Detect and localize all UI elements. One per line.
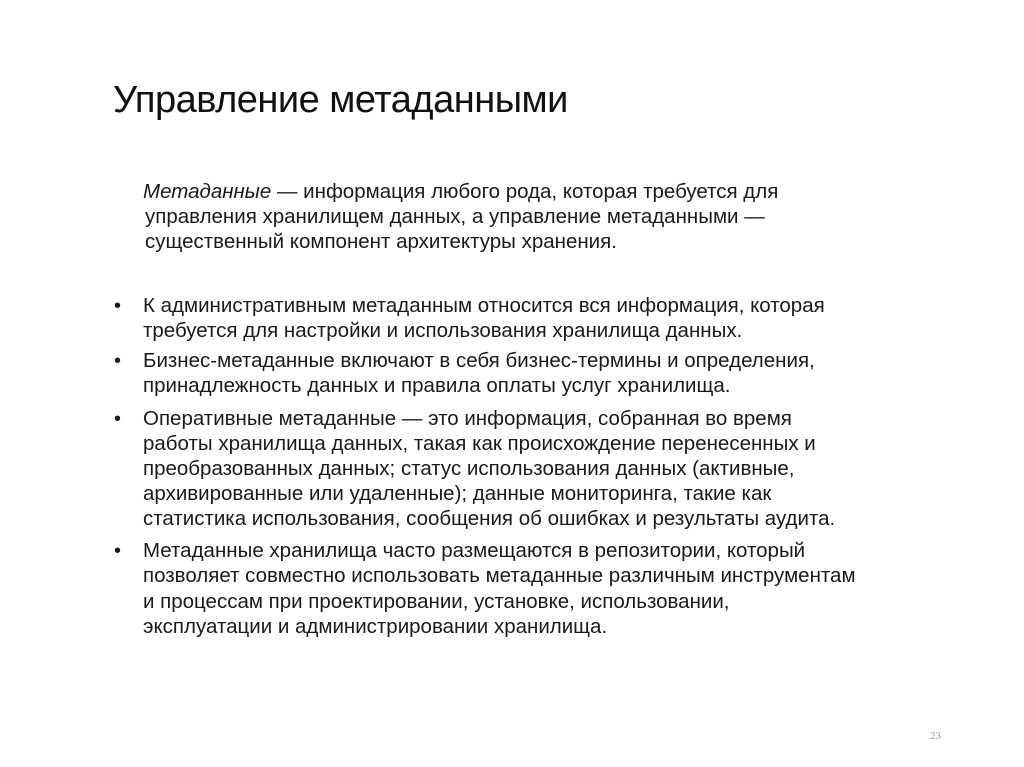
bullet-icon: • <box>114 350 122 372</box>
bullet-line: эксплуатации и администрировании хранилища. <box>143 615 608 638</box>
intro-line <box>143 180 778 204</box>
intro-term: Метаданные <box>143 180 272 203</box>
bullet-line: Бизнес-метаданные включают в себя бизнес-термины и определения, <box>143 349 815 372</box>
bullet-line: и процессам при проектировании, установке, использовании, <box>143 590 730 613</box>
bullet-icon: • <box>114 295 122 317</box>
bullet-line: принадлежность данных и правила оплаты услуг хранилища. <box>143 374 731 397</box>
page-number: 23 <box>930 730 941 742</box>
bullet-line: позволяет совместно использовать метаданные различным инструментам <box>143 564 856 587</box>
bullet-line: К административным метаданным относится вся информация, которая <box>143 294 825 317</box>
slide-title: Управление метаданными <box>113 79 568 121</box>
bullet-icon: • <box>114 540 122 562</box>
bullet-icon: • <box>114 408 122 430</box>
bullet-line: требуется для настройки и использования хранилища данных. <box>143 319 743 342</box>
bullet-line: статистика использования, сообщения об ошибках и результаты аудита. <box>143 507 836 530</box>
intro-text: — информация любого рода, которая требуется для <box>271 180 779 203</box>
bullet-line: архивированные или удаленные); данные мониторинга, такие как <box>143 482 772 505</box>
bullet-line: работы хранилища данных, такая как происхождение перенесенных и <box>143 432 816 455</box>
intro-line: управления хранилищем данных, а управление метаданными — <box>145 205 765 228</box>
bullet-line: преобразованных данных; статус использования данных (активные, <box>143 457 795 480</box>
bullet-line: Метаданные хранилища часто размещаются в репозитории, который <box>143 539 806 562</box>
bullet-line: Оперативные метаданные — это информация, собранная во время <box>143 407 792 430</box>
intro-line: существенный компонент архитектуры хранения. <box>145 230 617 253</box>
